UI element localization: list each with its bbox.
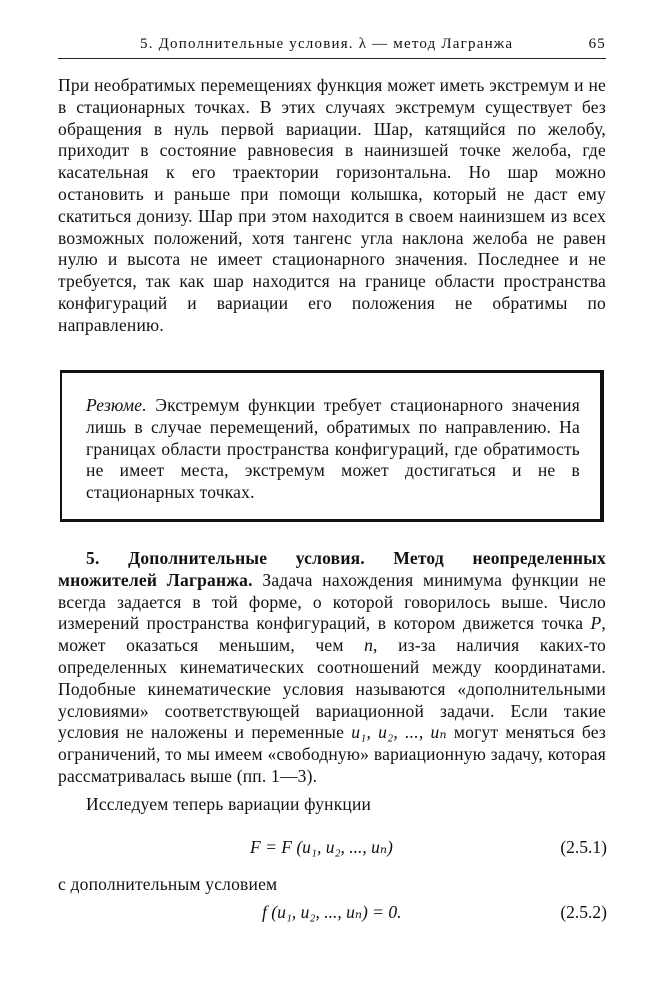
variables-list: u₁, u₂, ..., uₙ xyxy=(351,722,447,743)
header-title: 5. Дополнительные условия. λ — метод Лагранжа xyxy=(140,36,514,52)
section-heading: 5. Дополнительные условия. Метод неопределенных множителей Лагранжа. xyxy=(58,548,606,590)
section-text-3: , из-за наличия каких-то определенных кинематических соотношений между координатами. Подобные кинематические условия называются «дополнительными условиями» соответствующей вариационной задачи. Если такие условия не наложены и переменные xyxy=(58,635,606,743)
summary-label: Резюме. xyxy=(86,395,147,415)
section-text-1: Задача нахождения минимума функции не всегда задается в той форме, о которой говорилось выше. Число измерений пространства конфигураций, в котором движется точка xyxy=(58,569,606,634)
summary-body: Экстремум функции требует стационарного значения лишь в случае перемещений, обратимых по направлению. На границах области пространства конфигураций, где обратимость не имеет места, экстремум может достигаться и не в стационарных точках. xyxy=(86,395,580,503)
running-header xyxy=(58,32,606,59)
section-5-paragraph xyxy=(58,548,606,788)
variable-P: P xyxy=(590,613,602,634)
paragraph-additional-condition: с дополнительным условием xyxy=(58,874,278,894)
section-text-2: , может оказаться меньшим, чем xyxy=(58,613,606,656)
formula-2-5-2: f (u₁, u₂, ..., uₙ) = 0. xyxy=(262,902,402,922)
formula-2-5-1: F = F (u₁, u₂, ..., uₙ) xyxy=(250,837,393,857)
variable-n: n xyxy=(364,635,374,656)
equation-number-2-5-1: (2.5.1) xyxy=(560,837,607,857)
section-text-4: могут меняться без ограничений, то мы имеем «свободную» вариационную задачу, которая рассматривалась выше (пп. 1—3). xyxy=(58,722,607,786)
page-number: 65 xyxy=(588,36,606,52)
paragraph-irreversible-displacements: При необратимых перемещениях функция может иметь экстремум и не в стационарных точках. В этих случаях экстремум существует без обращения в нуль первой вариации. Шар, катящийся по желобу, приходит в состояние равновесия в наинизшей точке желоба, где касательная к его траектории горизонтальна. Но шар можно остановить и раньше при помощи колышка, который не даст ему скатиться донизу. Шар при этом находится в своем наинизшем из всех возможных положений, хотя тангенс угла наклона желоба не равен нулю и высота не имеет стационарного значения. Последнее и не требуется, так как шар находится на границе области пространства конфигураций и вариации его положения не обратимы по направлению. xyxy=(58,75,606,335)
summary-box xyxy=(60,370,604,522)
paragraph-investigate: Исследуем теперь вариации функции xyxy=(86,794,372,814)
summary-text xyxy=(86,395,580,504)
equation-number-2-5-2: (2.5.2) xyxy=(560,902,607,922)
